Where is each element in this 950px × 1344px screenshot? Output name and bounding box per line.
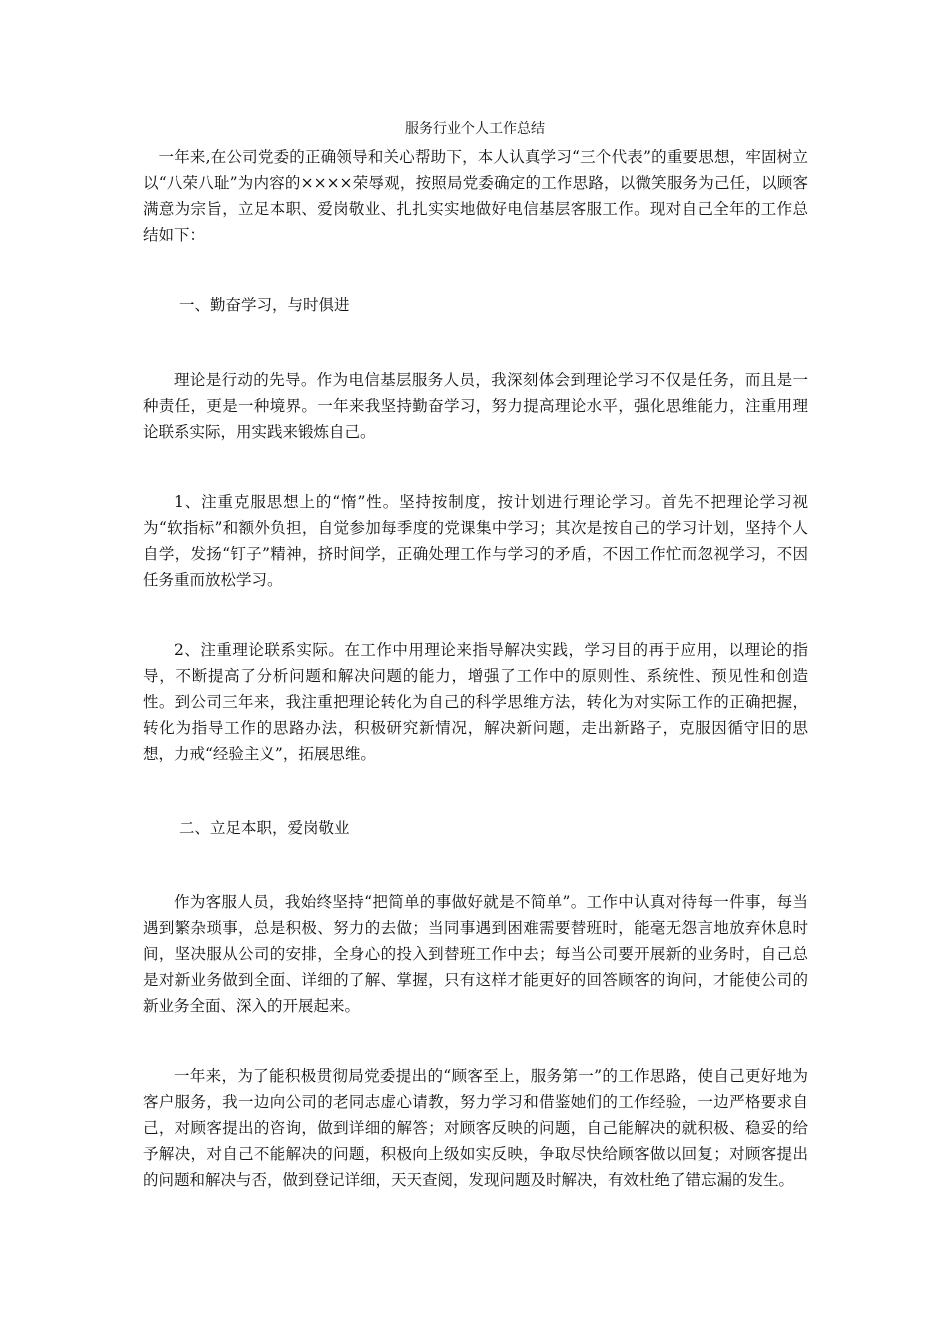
section-2-paragraph-1: 作为客服人员，我始终坚持“把简单的事做好就是不简单”。工作中认真对待每一件事，每当遇到繁杂琐事，总是积极、努力的去做；当同事遇到困难需要替班时，能毫无怨言地放弃休息时间，坚决服从公司的安排，全身心的投入到替班工作中去；每当公司要开展新的业务时，自己总是对新业务做到全面、详细的了解、掌握，只有这样才能更好的回答顾客的询问，才能使公司的新业务全面、深入的开展起来。 [143, 893, 808, 1015]
intro-paragraph: 一年来,在公司党委的正确领导和关心帮助下，本人认真学习“三个代表”的重要思想，牢固树立以“八荣八耻”为内容的××××荣辱观，按照局党委确定的工作思路，以微笑服务为己任，以顾客满意为宗旨，立足本职、爱岗敬业、扎扎实实地做好电信基层客服工作。现对自己全年的工作总结如下： [143, 148, 808, 244]
document-title: 服务行业个人工作总结 [405, 121, 545, 137]
section-2-paragraph-2: 一年来，为了能积极贯彻局党委提出的“顾客至上，服务第一”的工作思路，使自己更好地为客户服务，我一边向公司的老同志虚心请教，努力学习和借鉴她们的工作经验，一边严格要求自己，对顾客提出的咨询，做到详细的解答；对顾客反映的问题，自己能解决的就积极、稳妥的给予解决，对自己不能解决的问题，积极向上级如实反映，争取尽快给顾客做以回复；对顾客提出的问题和解决与否，做到登记详细，天天查阅，发现问题及时解决，有效杜绝了错忘漏的发生。 [143, 1067, 808, 1189]
section-1-paragraph-1: 理论是行动的先导。作为电信基层服务人员，我深刻体会到理论学习不仅是任务，而且是一种责任，更是一种境界。一年来我坚持勤奋学习，努力提高理论水平，强化思维能力，注重用理论联系实际，用实践来锻炼自己。 [143, 371, 808, 441]
section-1-paragraph-3: 2、注重理论联系实际。在工作中用理论来指导解决实践，学习目的再于应用，以理论的指导，不断提高了分析问题和解决问题的能力，增强了工作中的原则性、系统性、预见性和创造性。到公司三年来，我注重把理论转化为自己的科学思维方法，转化为对实际工作的正确把握，转化为指导工作的思路办法，积极研究新情况，解决新问题，走出新路子，克服因循守旧的思想，力戒“经验主义”，拓展思维。 [143, 641, 808, 763]
section-2-heading: 二、立足本职，爱岗敬业 [179, 819, 350, 837]
section-1-paragraph-2: 1、注重克服思想上的“惰”性。坚持按制度，按计划进行理论学习。首先不把理论学习视为“软指标”和额外负担，自觉参加每季度的党课集中学习；其次是按自己的学习计划，坚持个人自学，发扬“钉子”精神，挤时间学，正确处理工作与学习的矛盾，不因工作忙而忽视学习，不因任务重而放松学习。 [143, 493, 808, 589]
section-1-heading: 一、勤奋学习，与时俱进 [179, 296, 350, 314]
